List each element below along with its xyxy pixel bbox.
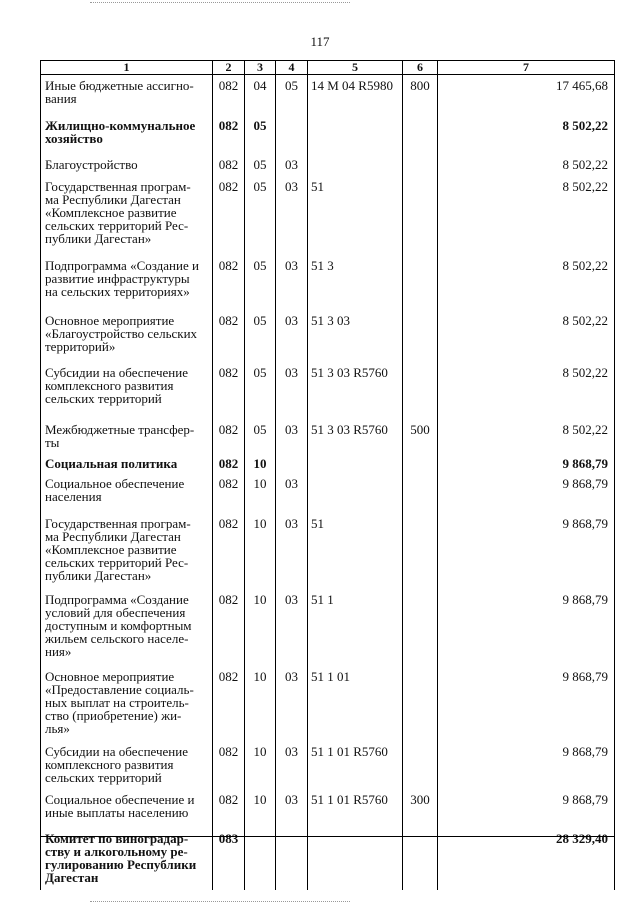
row-value-cell: 9 868,79: [438, 741, 615, 789]
table-row: [41, 828, 615, 890]
row-value-cell: [276, 457, 308, 477]
row-value-cell: 51 3: [308, 255, 403, 310]
scan-edge-bottom: [90, 901, 350, 902]
table-row: [41, 457, 615, 477]
column-header: 1: [41, 61, 213, 75]
table-row: [41, 255, 615, 310]
row-value-cell: [403, 457, 438, 477]
row-value-cell: [403, 115, 438, 158]
row-value-cell: 082: [213, 789, 245, 828]
row-value-cell: 082: [213, 419, 245, 457]
row-value-cell: [308, 477, 403, 513]
column-header: 2: [213, 61, 245, 75]
row-value-cell: 03: [276, 419, 308, 457]
row-name-cell: Основное мероприятие «Предоставление социаль- ных выплат на строитель- ство (приобретение) жи- лья»: [41, 666, 213, 741]
row-value-cell: 10: [245, 666, 276, 741]
table-row: [41, 666, 615, 741]
row-value-cell: 10: [245, 589, 276, 666]
row-value-cell: [308, 158, 403, 176]
row-name-cell: Подпрограмма «Создание условий для обеспечения доступным и комфортным жильем сельского населе- ния»: [41, 589, 213, 666]
row-value-cell: 03: [276, 589, 308, 666]
row-value-cell: 03: [276, 513, 308, 589]
row-name-cell: Жилищно-коммунальное хозяйство: [41, 115, 213, 158]
row-value-cell: 082: [213, 741, 245, 789]
row-value-cell: 05: [245, 115, 276, 158]
row-value-cell: 082: [213, 115, 245, 158]
row-value-cell: 083: [213, 828, 245, 890]
column-header: 4: [276, 61, 308, 75]
row-value-cell: 28 329,40: [438, 828, 615, 890]
row-value-cell: 8 502,22: [438, 310, 615, 362]
row-value-cell: 300: [403, 789, 438, 828]
row-name-cell: Межбюджетные трансфер- ты: [41, 419, 213, 457]
row-value-cell: 082: [213, 362, 245, 419]
scan-edge-top: [90, 2, 350, 3]
row-value-cell: 03: [276, 310, 308, 362]
row-value-cell: 10: [245, 513, 276, 589]
row-name-cell: Основное мероприятие «Благоустройство сельских территорий»: [41, 310, 213, 362]
table-bottom-rule: [40, 836, 614, 837]
row-value-cell: 9 868,79: [438, 513, 615, 589]
row-name-cell: Комитет по виноградар- ству и алкогольному ре- гулированию Республики Дагестан: [41, 828, 213, 890]
row-value-cell: [403, 666, 438, 741]
table-row: [41, 310, 615, 362]
row-value-cell: 51 1 01: [308, 666, 403, 741]
row-value-cell: 03: [276, 158, 308, 176]
row-value-cell: 9 868,79: [438, 589, 615, 666]
row-value-cell: [403, 158, 438, 176]
row-value-cell: 082: [213, 666, 245, 741]
row-name-cell: Государственная програм- ма Республики Дагестан «Комплексное развитие сельских территорий Рес- публики Дагестан»: [41, 176, 213, 255]
row-value-cell: [403, 741, 438, 789]
row-name-cell: Иные бюджетные ассигно- вания: [41, 75, 213, 116]
row-value-cell: [403, 310, 438, 362]
row-value-cell: 51 1 01 R5760: [308, 741, 403, 789]
budget-table: [40, 60, 615, 890]
row-value-cell: 51 3 03 R5760: [308, 362, 403, 419]
row-value-cell: 082: [213, 513, 245, 589]
row-name-cell: Социальное обеспечение населения: [41, 477, 213, 513]
table-row: [41, 75, 615, 116]
row-value-cell: 9 868,79: [438, 666, 615, 741]
row-value-cell: 03: [276, 666, 308, 741]
page-number: 117: [310, 34, 330, 49]
table-row: [41, 589, 615, 666]
row-value-cell: [308, 828, 403, 890]
row-value-cell: [308, 457, 403, 477]
row-value-cell: 51 1: [308, 589, 403, 666]
row-value-cell: 082: [213, 477, 245, 513]
row-value-cell: 082: [213, 75, 245, 116]
row-value-cell: [403, 589, 438, 666]
row-value-cell: 8 502,22: [438, 176, 615, 255]
row-value-cell: 03: [276, 255, 308, 310]
column-header: 6: [403, 61, 438, 75]
table-row: [41, 419, 615, 457]
table-row: [41, 513, 615, 589]
row-value-cell: [308, 115, 403, 158]
row-value-cell: 8 502,22: [438, 158, 615, 176]
row-value-cell: 14 М 04 R5980: [308, 75, 403, 116]
table-row: [41, 158, 615, 176]
row-value-cell: 082: [213, 176, 245, 255]
row-value-cell: 082: [213, 158, 245, 176]
row-name-cell: Подпрограмма «Создание и развитие инфраструктуры на сельских территориях»: [41, 255, 213, 310]
row-value-cell: [276, 115, 308, 158]
row-value-cell: 10: [245, 457, 276, 477]
row-value-cell: 03: [276, 477, 308, 513]
row-value-cell: 8 502,22: [438, 115, 615, 158]
table-header-row: [41, 61, 615, 75]
row-value-cell: 05: [245, 419, 276, 457]
row-value-cell: 082: [213, 310, 245, 362]
row-name-cell: Субсидии на обеспечение комплексного развития сельских территорий: [41, 362, 213, 419]
row-value-cell: 51: [308, 513, 403, 589]
row-value-cell: 03: [276, 176, 308, 255]
row-value-cell: 03: [276, 789, 308, 828]
row-value-cell: [403, 255, 438, 310]
row-value-cell: [245, 828, 276, 890]
row-value-cell: 03: [276, 741, 308, 789]
column-header: 7: [438, 61, 615, 75]
row-value-cell: 8 502,22: [438, 419, 615, 457]
row-name-cell: Субсидии на обеспечение комплексного развития сельских территорий: [41, 741, 213, 789]
row-value-cell: 9 868,79: [438, 789, 615, 828]
row-value-cell: 8 502,22: [438, 362, 615, 419]
table-row: [41, 176, 615, 255]
column-header: 3: [245, 61, 276, 75]
row-name-cell: Социальное обеспечение и иные выплаты населению: [41, 789, 213, 828]
row-value-cell: 51: [308, 176, 403, 255]
row-value-cell: [403, 513, 438, 589]
row-value-cell: 05: [245, 255, 276, 310]
row-value-cell: 10: [245, 789, 276, 828]
row-value-cell: 800: [403, 75, 438, 116]
row-value-cell: [403, 828, 438, 890]
row-value-cell: 500: [403, 419, 438, 457]
row-value-cell: 8 502,22: [438, 255, 615, 310]
column-header: 5: [308, 61, 403, 75]
row-name-cell: Благоустройство: [41, 158, 213, 176]
table-row: [41, 741, 615, 789]
row-value-cell: 10: [245, 741, 276, 789]
row-name-cell: Социальная политика: [41, 457, 213, 477]
row-value-cell: 05: [276, 75, 308, 116]
row-value-cell: 082: [213, 255, 245, 310]
row-value-cell: 9 868,79: [438, 457, 615, 477]
row-value-cell: 082: [213, 457, 245, 477]
row-name-cell: Государственная програм- ма Республики Дагестан «Комплексное развитие сельских территорий Рес- публики Дагестан»: [41, 513, 213, 589]
row-value-cell: 03: [276, 362, 308, 419]
row-value-cell: 04: [245, 75, 276, 116]
row-value-cell: 51 3 03 R5760: [308, 419, 403, 457]
row-value-cell: 51 1 01 R5760: [308, 789, 403, 828]
row-value-cell: 05: [245, 362, 276, 419]
table-row: [41, 477, 615, 513]
row-value-cell: 05: [245, 176, 276, 255]
row-value-cell: [403, 176, 438, 255]
table-row: [41, 115, 615, 158]
table-row: [41, 789, 615, 828]
row-value-cell: 05: [245, 158, 276, 176]
row-value-cell: 05: [245, 310, 276, 362]
table-row: [41, 362, 615, 419]
row-value-cell: 9 868,79: [438, 477, 615, 513]
row-value-cell: 10: [245, 477, 276, 513]
row-value-cell: [403, 362, 438, 419]
row-value-cell: 082: [213, 589, 245, 666]
row-value-cell: [276, 828, 308, 890]
row-value-cell: [403, 477, 438, 513]
row-value-cell: 51 3 03: [308, 310, 403, 362]
row-value-cell: 17 465,68: [438, 75, 615, 116]
